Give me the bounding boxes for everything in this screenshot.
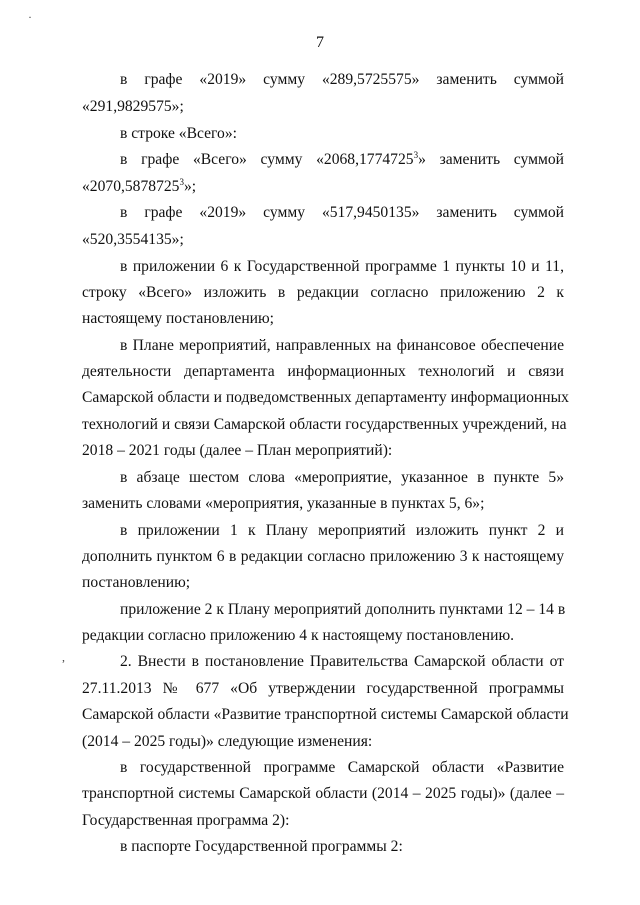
text-line: Самарской области «Развитие транспортной системы Самарской области [82,706,569,723]
text-line: (2014 – 2025 годы)» следующие изменения: [82,733,373,750]
text-line: дополнить пунктом 6 в редакции согласно приложению 3 к настоящему [82,548,564,565]
text-line: в графе «2019» сумму «289,5725575» заменить суммой [120,71,564,88]
text-line: в строке «Всего»: [120,125,237,142]
text-line: в графе «2019» сумму «517,9450135» заменить суммой [120,204,564,221]
text-line: в Плане мероприятий, направленных на финансовое обеспечение [120,337,564,354]
text-line: 2. Внести в постановление Правительства Самарской области от [120,653,564,670]
text-line: строку «Всего» изложить в редакции согласно приложению 2 к [82,284,564,301]
scan-speck: · [28,10,32,24]
scan-speck: , [62,650,65,664]
text-line: Самарской области и подведомственных департаменту информационных [82,389,569,406]
text-line: приложение 2 к Плану мероприятий дополнить пунктами 12 – 14 в [120,601,566,618]
text-line: «291,9829575»; [82,98,184,115]
text-line: технологий и связи Самарской области государственных учреждений, на [82,416,567,433]
text-line: постановлению; [82,574,191,591]
text-line: заменить словами «мероприятия, указанные в пунктах 5, 6»; [82,495,485,512]
text-line: 27.11.2013 № 677 «Об утверждении государственной программы [82,680,564,697]
text-line: в графе «Всего» сумму «2068,1774725$^3$» заменить суммой [120,149,564,168]
text-line: транспортной системы Самарской области (2014 – 2025 годы)» (далее – [82,785,564,802]
text-line: в приложении 6 к Государственной программе 1 пункты 10 и 11, [120,258,564,275]
text-line: настоящему постановлению; [82,310,275,327]
text-line: деятельности департамента информационных технологий и связи [82,363,564,380]
text-line: 2018 – 2021 годы (далее – План мероприятий): [82,442,393,459]
text-line: в паспорте Государственной программы 2: [120,838,403,855]
text-line: в абзаце шестом слова «мероприятие, указанное в пункте 5» [120,469,564,486]
text-line: «2070,5878725$^3$»; [82,176,197,195]
text-line: редакции согласно приложению 4 к настоящему постановлению. [82,627,515,644]
text-line: в приложении 1 к Плану мероприятий изложить пункт 2 и [120,522,564,539]
text-line: в государственной программе Самарской области «Развитие [120,759,564,776]
text-line: «520,3554135»; [82,231,184,248]
page-number: 7 [316,34,324,51]
text-line: Государственная программа 2): [82,812,290,829]
